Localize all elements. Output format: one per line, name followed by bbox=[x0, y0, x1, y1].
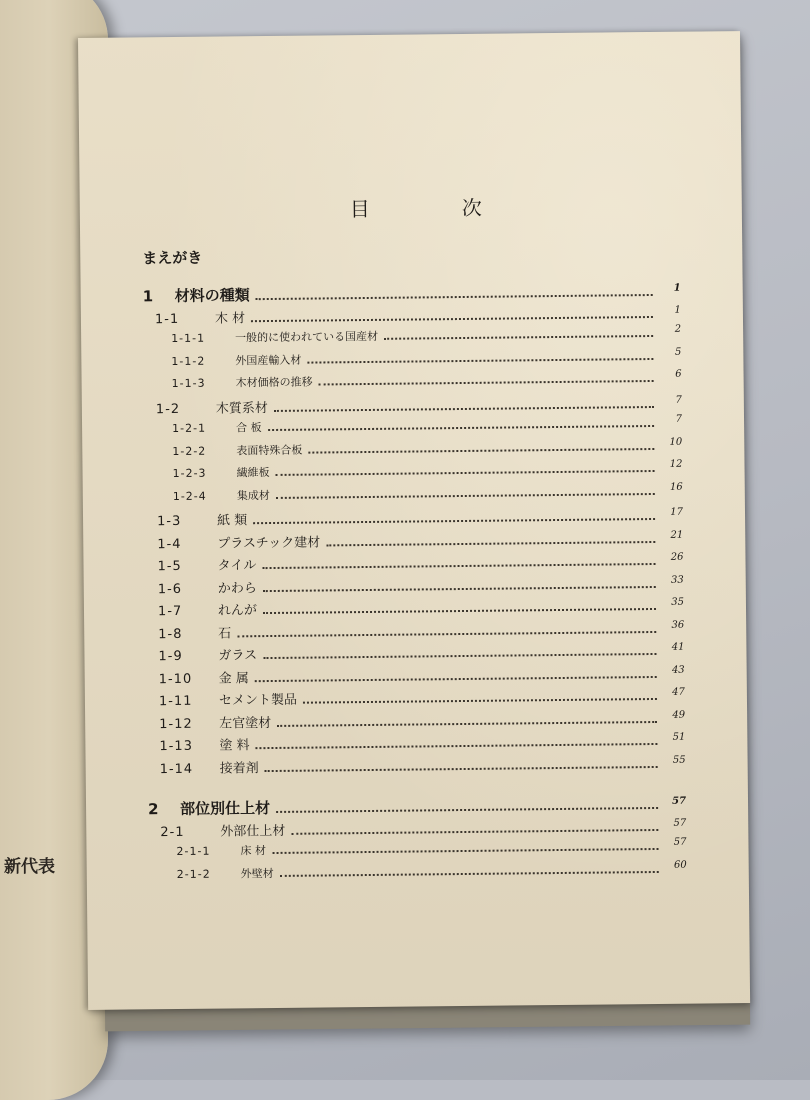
toc-entry bbox=[156, 392, 682, 417]
toc-entry-number: 1-11 bbox=[158, 693, 193, 710]
toc-entry bbox=[159, 685, 685, 710]
toc-entry-leader bbox=[263, 653, 656, 659]
toc-entry-title: 合 板 bbox=[236, 421, 262, 435]
toc-entry-leader bbox=[255, 675, 657, 681]
toc-entry bbox=[155, 302, 681, 327]
toc-entry-page: 5 bbox=[674, 346, 682, 358]
toc-entry-leader bbox=[276, 807, 658, 813]
toc-entry-title: れんが bbox=[217, 603, 258, 619]
toc-entry bbox=[176, 838, 686, 859]
toc-entry-leader bbox=[253, 518, 655, 524]
book-page bbox=[78, 31, 750, 1010]
toc-entry-leader bbox=[384, 335, 653, 340]
toc-entry-page: 51 bbox=[672, 731, 686, 743]
toc-entry-page: 33 bbox=[670, 574, 684, 586]
toc-entry-number: 1-6 bbox=[157, 581, 183, 597]
toc-entry-title: 金 属 bbox=[218, 670, 249, 687]
toc-entry-number: 1-1-3 bbox=[171, 376, 206, 391]
toc-entry-title: セメント製品 bbox=[218, 692, 298, 709]
toc-entry bbox=[157, 550, 683, 575]
toc-entry-leader bbox=[291, 828, 658, 834]
toc-entry-page: 26 bbox=[670, 551, 684, 563]
toc-entry-number: 1-10 bbox=[158, 671, 193, 687]
toc-title: 目 次 bbox=[349, 195, 518, 222]
toc-entry-title: かわら bbox=[217, 580, 257, 597]
toc-entry-title: 塗 料 bbox=[219, 738, 250, 754]
toc-entry-title: 外部仕上材 bbox=[220, 823, 286, 840]
toc-entry-number: 1-7 bbox=[157, 603, 183, 620]
toc-entry bbox=[177, 860, 687, 881]
toc-entry-leader bbox=[263, 585, 656, 591]
toc-entry-page: 43 bbox=[671, 664, 685, 676]
toc-entry-page: 12 bbox=[669, 458, 683, 470]
toc-entry bbox=[173, 482, 683, 503]
toc-entry-number: 1-8 bbox=[158, 626, 183, 642]
toc-entry-number: 2-1 bbox=[160, 824, 185, 840]
toc-entry-title: ガラス bbox=[218, 648, 258, 664]
toc-entry-number: 1-12 bbox=[159, 716, 193, 732]
toc-entry-number: 1-3 bbox=[156, 513, 182, 530]
toc-entry-leader bbox=[308, 447, 654, 453]
toc-entry-number: 1-2 bbox=[155, 401, 181, 417]
toc-entry-number: 1-2-2 bbox=[172, 444, 207, 458]
toc-entry-page: 10 bbox=[669, 436, 683, 448]
toc-entry-leader bbox=[263, 608, 656, 614]
toc-entry-page: 16 bbox=[669, 481, 683, 493]
toc-entry-title: 左官塗材 bbox=[219, 715, 272, 732]
toc-entry-leader bbox=[274, 405, 654, 411]
toc-entry-page: 60 bbox=[673, 859, 687, 871]
toc-entry-leader bbox=[277, 720, 657, 726]
toc-entry-title: 石 bbox=[218, 625, 232, 642]
toc-entry-leader bbox=[326, 540, 655, 545]
toc-entry-leader bbox=[268, 425, 654, 431]
toc-entry-leader bbox=[307, 357, 653, 363]
toc-entry-title: 部位別仕上材 bbox=[179, 799, 271, 818]
toc-entry-page: 57 bbox=[672, 795, 687, 807]
toc-entry-leader bbox=[251, 315, 653, 321]
toc-entry-title: 外壁材 bbox=[240, 866, 274, 880]
toc-entry-leader bbox=[262, 563, 655, 569]
toc-entry-page: 7 bbox=[675, 413, 683, 425]
toc-entry bbox=[172, 415, 682, 436]
toc-entry-page: 21 bbox=[670, 529, 684, 541]
toc-entry bbox=[171, 325, 681, 346]
toc-entry-title: 接着剤 bbox=[219, 760, 259, 777]
toc-entry-leader bbox=[303, 698, 657, 704]
toc-entry-page: 35 bbox=[671, 596, 684, 608]
toc-entry-page: 7 bbox=[675, 394, 682, 406]
toc-entry-number: 1-2-1 bbox=[172, 421, 207, 436]
toc-entry bbox=[160, 815, 686, 840]
toc-entry-leader bbox=[256, 294, 653, 300]
toc-entry-title: 木材価格の推移 bbox=[235, 375, 313, 390]
toc-entry bbox=[172, 460, 682, 481]
toc-entry-title: 表面特殊合板 bbox=[236, 443, 303, 457]
toc-entry bbox=[157, 505, 683, 530]
toc-entry-title: 材料の種類 bbox=[174, 286, 250, 306]
toc-entry-page: 1 bbox=[674, 304, 681, 316]
toc-entry-number: 2 bbox=[147, 800, 159, 819]
toc-entry-number: 1-1-2 bbox=[171, 354, 206, 368]
toc-entry bbox=[158, 640, 684, 665]
toc-entry-leader bbox=[265, 765, 658, 771]
toc-entry-title: 一般的に使われている国産材 bbox=[235, 329, 379, 345]
left-page-text: 新代表 bbox=[4, 857, 55, 877]
toc-entry bbox=[159, 730, 685, 755]
toc-entry bbox=[158, 572, 684, 597]
toc-entry-page: 6 bbox=[675, 368, 682, 380]
toc-entry-number: 2-1-1 bbox=[176, 844, 211, 859]
toc-entry-number: 1-4 bbox=[157, 536, 182, 552]
toc-entry-page: 57 bbox=[673, 836, 687, 848]
toc-entry-page: 36 bbox=[671, 619, 685, 631]
toc-entry-page: 55 bbox=[672, 754, 686, 766]
toc-entry-page: 49 bbox=[672, 709, 686, 721]
toc-entry-title: 集成材 bbox=[236, 488, 270, 502]
toc-entry-number: 1-2-4 bbox=[172, 489, 207, 503]
toc-entry bbox=[171, 347, 681, 368]
toc-entry bbox=[172, 370, 682, 391]
toc-entry-number: 1-2-3 bbox=[172, 466, 207, 481]
toc-entry-number: 1-13 bbox=[159, 738, 194, 755]
toc-entry bbox=[158, 595, 684, 620]
toc-entry-page: 57 bbox=[673, 817, 687, 829]
toc-entry-page: 41 bbox=[671, 641, 685, 653]
toc-preface: まえがき bbox=[142, 248, 203, 268]
toc-entry-title: 木質系材 bbox=[215, 400, 268, 417]
toc-entry-title: タイル bbox=[217, 558, 257, 574]
toc-entry bbox=[157, 527, 683, 552]
toc-entry-number: 1-5 bbox=[157, 558, 182, 575]
toc-entry-title: 紙 類 bbox=[216, 513, 248, 529]
toc-entry-page: 47 bbox=[672, 686, 685, 698]
toc-entry-leader bbox=[256, 743, 658, 749]
toc-entry-title: 床 材 bbox=[240, 844, 267, 858]
toc-entry-leader bbox=[276, 470, 655, 476]
toc-entry bbox=[172, 437, 682, 458]
toc-entry-number: 1-14 bbox=[159, 761, 194, 777]
toc-entry-leader bbox=[237, 630, 656, 636]
toc-entry-leader bbox=[276, 492, 655, 498]
toc-entry-leader bbox=[319, 380, 654, 386]
toc-entry-number: 1-9 bbox=[158, 648, 183, 665]
toc-entry-title: 外国産輸入材 bbox=[235, 353, 302, 367]
toc-entry-page: 2 bbox=[674, 323, 682, 335]
toc-entry-number: 1-1 bbox=[154, 311, 180, 327]
toc-entry-leader bbox=[272, 848, 658, 854]
toc-entry-title: プラスチック建材 bbox=[217, 534, 321, 552]
toc-entry-page: 1 bbox=[673, 282, 681, 294]
toc-entry bbox=[159, 662, 685, 687]
toc-entry-number: 1-1-1 bbox=[171, 331, 206, 346]
toc-entry bbox=[158, 617, 684, 642]
toc-entry-number: 2-1-2 bbox=[176, 867, 211, 881]
toc-entry bbox=[159, 707, 685, 732]
toc-entry-title: 木 材 bbox=[214, 310, 246, 327]
toc-entry-number: 1 bbox=[142, 287, 154, 306]
toc-entry-title: 繊維板 bbox=[236, 466, 270, 480]
toc-entry-page: 17 bbox=[670, 506, 684, 518]
toc-entry-leader bbox=[280, 870, 659, 876]
toc-entry bbox=[160, 752, 686, 777]
